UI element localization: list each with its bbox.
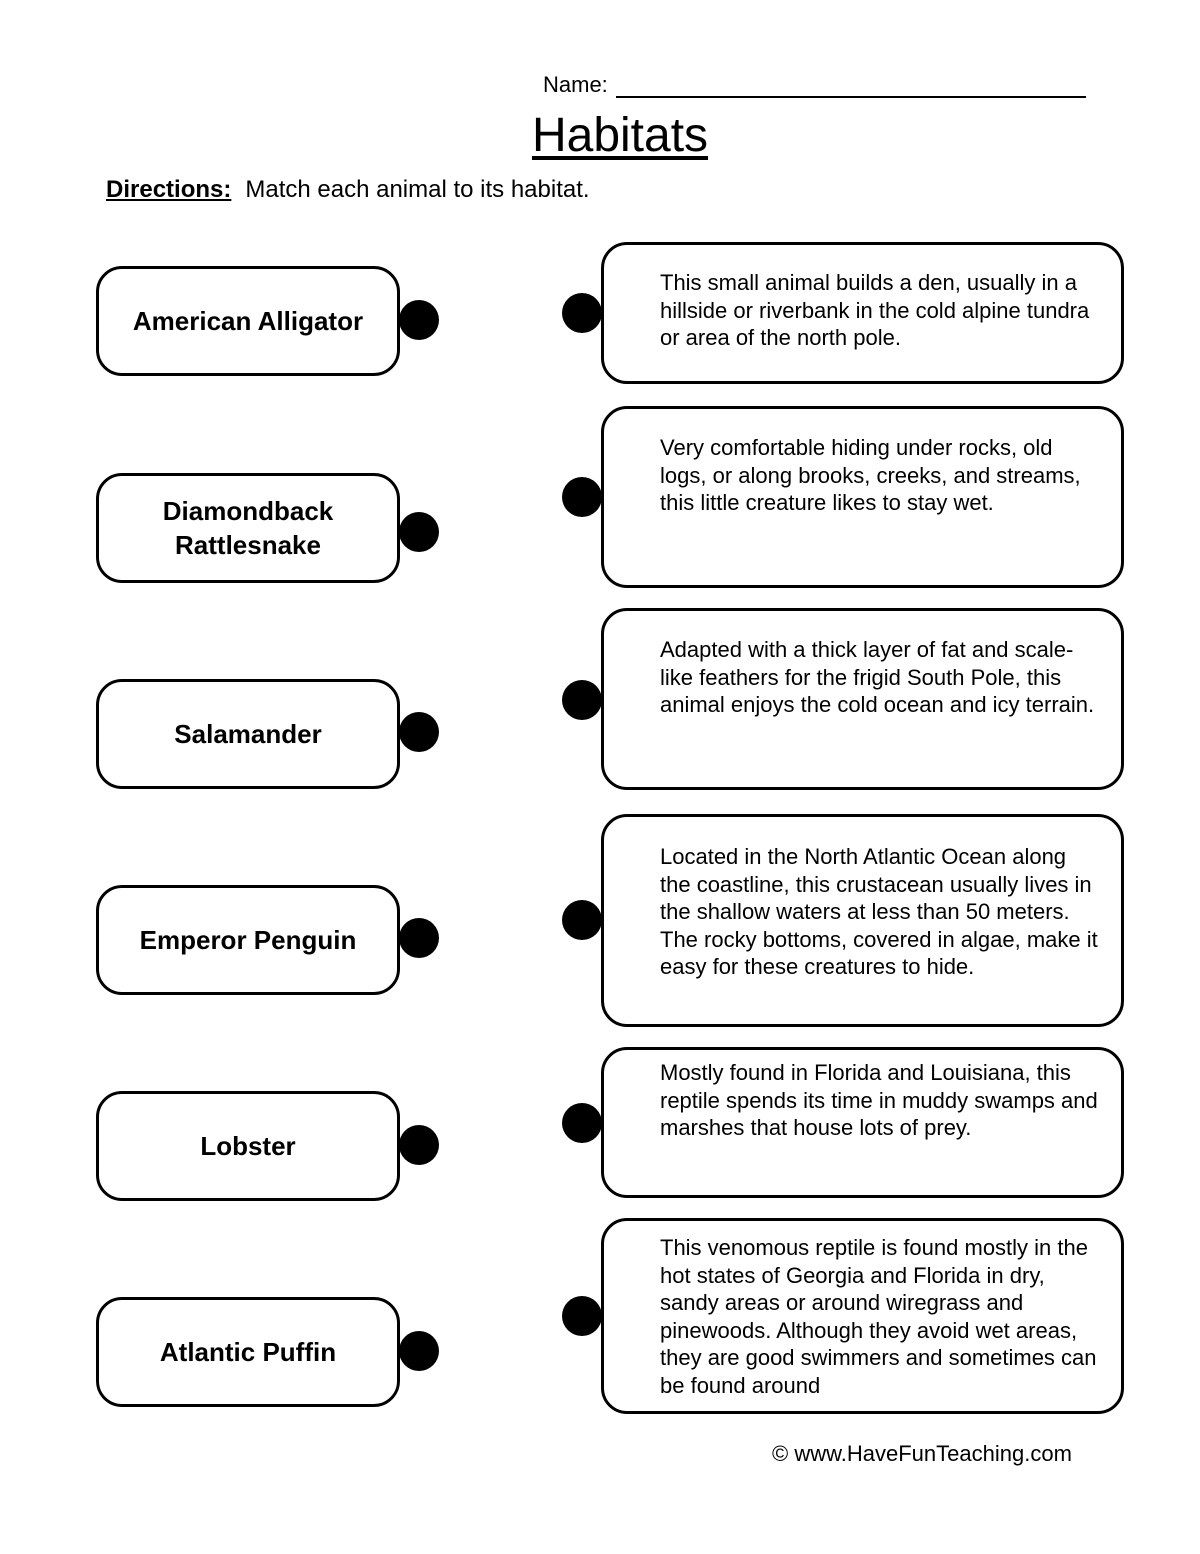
habitat-box xyxy=(601,608,1124,790)
habitat-description: Very comfortable hiding under rocks, old logs, or along brooks, creeks, and streams, this little creature likes to stay wet. xyxy=(660,435,1081,515)
name-label: Name: xyxy=(543,72,608,97)
animal-label: American Alligator xyxy=(132,306,364,336)
animal-match-dot[interactable] xyxy=(399,512,439,552)
animal-match-dot[interactable] xyxy=(399,1331,439,1371)
habitat-box xyxy=(601,406,1124,588)
habitat-match-dot[interactable] xyxy=(562,900,602,940)
habitat-box xyxy=(601,242,1124,384)
animal-label: Atlantic Puffin xyxy=(159,1337,337,1367)
name-field xyxy=(543,70,1086,98)
animal-match-dot[interactable] xyxy=(399,1125,439,1165)
name-line[interactable] xyxy=(616,70,1086,98)
animal-box xyxy=(96,1091,400,1201)
habitat-description: This venomous reptile is found mostly in the hot states of Georgia and Florida in dry, sandy areas or around wiregrass and pinewoods. Although they avoid wet areas, they are good swimmers and sometimes can be found around xyxy=(660,1235,1097,1398)
habitat-description: This small animal builds a den, usually in a hillside or riverbank in the cold alpine tundra or area of the north pole. xyxy=(660,270,1090,350)
habitat-box xyxy=(601,814,1124,1027)
animal-match-dot[interactable] xyxy=(399,918,439,958)
animal-label: Lobster xyxy=(200,1131,296,1161)
animal-box xyxy=(96,266,400,376)
animal-label: Emperor Penguin xyxy=(139,925,357,955)
habitat-description: Mostly found in Florida and Louisiana, this reptile spends its time in muddy swamps and marshes that house lots of prey. xyxy=(660,1060,1098,1140)
habitat-match-dot[interactable] xyxy=(562,1296,602,1336)
copyright-footer: © www.HaveFunTeaching.com xyxy=(772,1441,1072,1466)
habitat-match-dot[interactable] xyxy=(562,680,602,720)
habitat-match-dot[interactable] xyxy=(562,1103,602,1143)
animal-box xyxy=(96,679,400,789)
habitat-box xyxy=(601,1218,1124,1414)
directions-label: Directions: xyxy=(106,176,232,203)
habitat-match-dot[interactable] xyxy=(562,477,602,517)
animal-match-dot[interactable] xyxy=(399,712,439,752)
animal-box xyxy=(96,473,400,583)
directions xyxy=(106,176,590,204)
animal-label: Salamander xyxy=(174,719,322,749)
habitat-box xyxy=(601,1047,1124,1198)
animal-box xyxy=(96,1297,400,1407)
animal-match-dot[interactable] xyxy=(399,300,439,340)
animal-label: Diamondback Rattlesnake xyxy=(162,496,334,560)
habitat-description: Adapted with a thick layer of fat and scale-like feathers for the frigid South Pole, this animal enjoys the cold ocean and icy terrain. xyxy=(660,637,1095,717)
animal-box xyxy=(96,885,400,995)
habitat-description: Located in the North Atlantic Ocean along the coastline, this crustacean usually lives in the shallow waters at less than 50 meters. The rocky bottoms, covered in algae, make it easy for these creatures to hide. xyxy=(660,844,1098,979)
habitat-match-dot[interactable] xyxy=(562,293,602,333)
directions-text: Match each animal to its habitat. xyxy=(245,176,590,203)
page-title: Habitats xyxy=(531,109,709,162)
